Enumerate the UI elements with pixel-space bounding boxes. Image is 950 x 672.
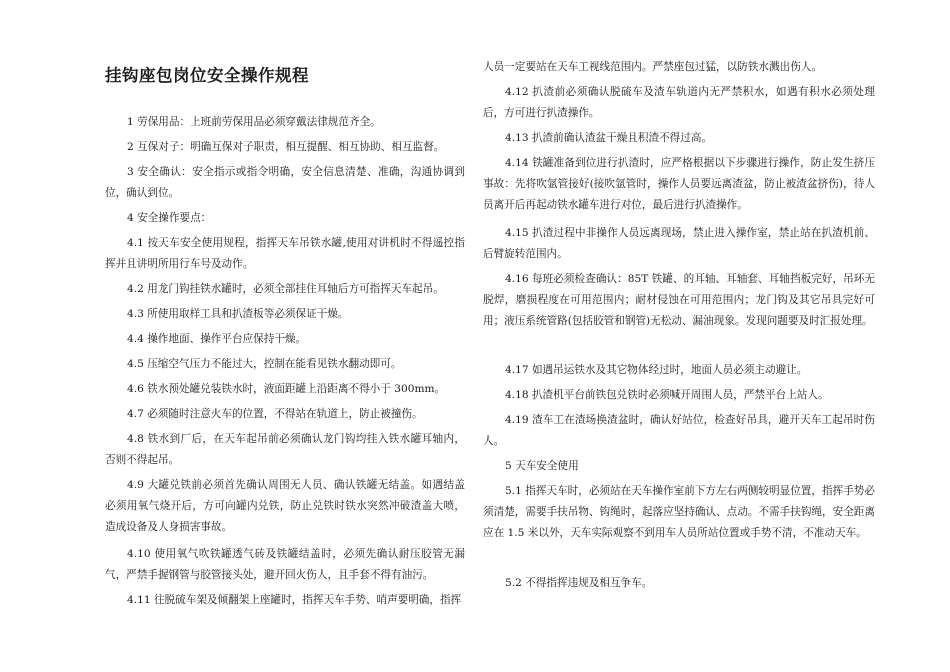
paragraph: 5.2 不得指挥违规及相互争车。 <box>505 577 653 589</box>
paragraph: 人员一定要站在天车工视线范围内。严禁座包过猛，以防铁水溅出伤人。 <box>483 61 822 73</box>
paragraph: 4.15 扒渣过程中非操作人员远离现场，禁止进入操作室，禁止站在扒渣机前、后臂旋转范围内。 <box>483 227 875 260</box>
paragraph: 4.14 铁罐准备到位进行扒渣时，应严格根据以下步骤进行操作，防止发生挤压事故：先将吹氩管接好(接吹氩管时，操作人员要远离渣盆，防止被渣盆挤伤)，待人员离开后再起动铁水罐车进行对位，最后进行扒渣操作。 <box>483 157 875 211</box>
paragraph: 1 劳保用品：上班前劳保用品必须穿戴法律规范齐全。 <box>127 116 381 128</box>
paragraph: 4.12 扒渣前必须确认脱硫车及渣车轨道内无严禁积水，如遇有积水必须处理后，方可进行扒渣操作。 <box>483 86 875 119</box>
document-title: 挂钩座包岗位安全操作规程 <box>105 66 309 85</box>
paragraph: 2 互保对子：明确互保对子职责，相互提醒、相互协助、相互监督。 <box>127 141 445 153</box>
paragraph: 4 安全操作要点： <box>127 212 212 224</box>
paragraph: 4.1 按天车安全使用规程，指挥天车吊铁水罐,使用对讲机时不得遥控指挥并且讲明所用行车号及动作。 <box>105 237 465 270</box>
paragraph: 4.6 铁水预处罐兑装铁水时，液面距罐上沿距离不得小于 300mm。 <box>127 383 446 395</box>
paragraph: 4.13 扒渣前确认渣盆干燥且积渣不得过高。 <box>505 132 713 144</box>
section-heading: 5 天车安全使用 <box>505 460 579 472</box>
paragraph: 4.3 所使用取样工具和扒渣板等必须保证干燥。 <box>127 308 349 320</box>
paragraph: 4.19 渣车工在渣场换渣盆时，确认好站位，检查好吊具，避开天车工起吊时伤人。 <box>483 414 875 447</box>
paragraph: 4.16 每班必须检查确认：85T 铁罐、的耳轴、耳轴套、耳轴挡板完好，吊环无脱焊，磨损程度在可用范围内；耐材侵蚀在可用范围内；龙门钩及其它吊具完好可用；液压系统管路(包括胶管和钢管)无松动、漏油现象。发现问题要及时汇报处理。 <box>483 273 875 327</box>
paragraph: 4.9 大罐兑铁前必须首先确认周围无人员、确认铁罐无结盖。如遇结盖必须用氧气烧开后，方可向罐内兑铁，防止兑铁时铁水突然冲破渣盖大喷，造成设备及人身损害事故。 <box>105 479 465 533</box>
paragraph: 5.1 指挥天车时，必须站在天车操作室前下方左右两侧较明显位置，指挥手势必须清楚，需要手扶吊物、钩绳时，起落应坚持确认、点动。不需手扶钩绳，安全距离应在 1.5 米以外，天车实际观察不到用车人员所站位置或手势不清，不准动天车。 <box>483 485 875 539</box>
paragraph: 4.17 如遇吊运铁水及其它物体经过时，地面人员必须主动避让。 <box>505 364 808 376</box>
paragraph: 3 安全确认：安全指示或指令明确，安全信息清楚、准确，沟通协调到位，确认到位。 <box>105 166 465 199</box>
paragraph: 4.8 铁水到厂后，在天车起吊前必须确认龙门钩均挂入铁水罐耳轴内，否则不得起吊。 <box>105 433 465 466</box>
paragraph: 4.7 必须随时注意火车的位置，不得站在轨道上，防止被撞伤。 <box>127 408 423 420</box>
paragraph: 4.11 往脱硫车架及倾翻架上座罐时，指挥天车手势、哨声要明确，指挥 <box>127 594 462 606</box>
paragraph: 4.4 操作地面、操作平台应保持干燥。 <box>127 333 307 345</box>
paragraph: 4.10 使用氧气吹铁罐透气砖及铁罐结盖时，必须先确认耐压胶管无漏气，严禁手握钢管与胶管接头处，避开回火伤人，且手套不得有油污。 <box>105 548 465 581</box>
paragraph: 4.2 用龙门钩挂铁水罐时，必须全部挂住耳轴后方可指挥天车起吊。 <box>127 283 444 295</box>
paragraph: 4.18 扒渣机平台前铁包兑铁时必须喊开周围人员，严禁平台上站人。 <box>505 389 829 401</box>
paragraph: 4.5 压缩空气压力不能过大，控制在能看见铁水翻动即可。 <box>127 358 402 370</box>
